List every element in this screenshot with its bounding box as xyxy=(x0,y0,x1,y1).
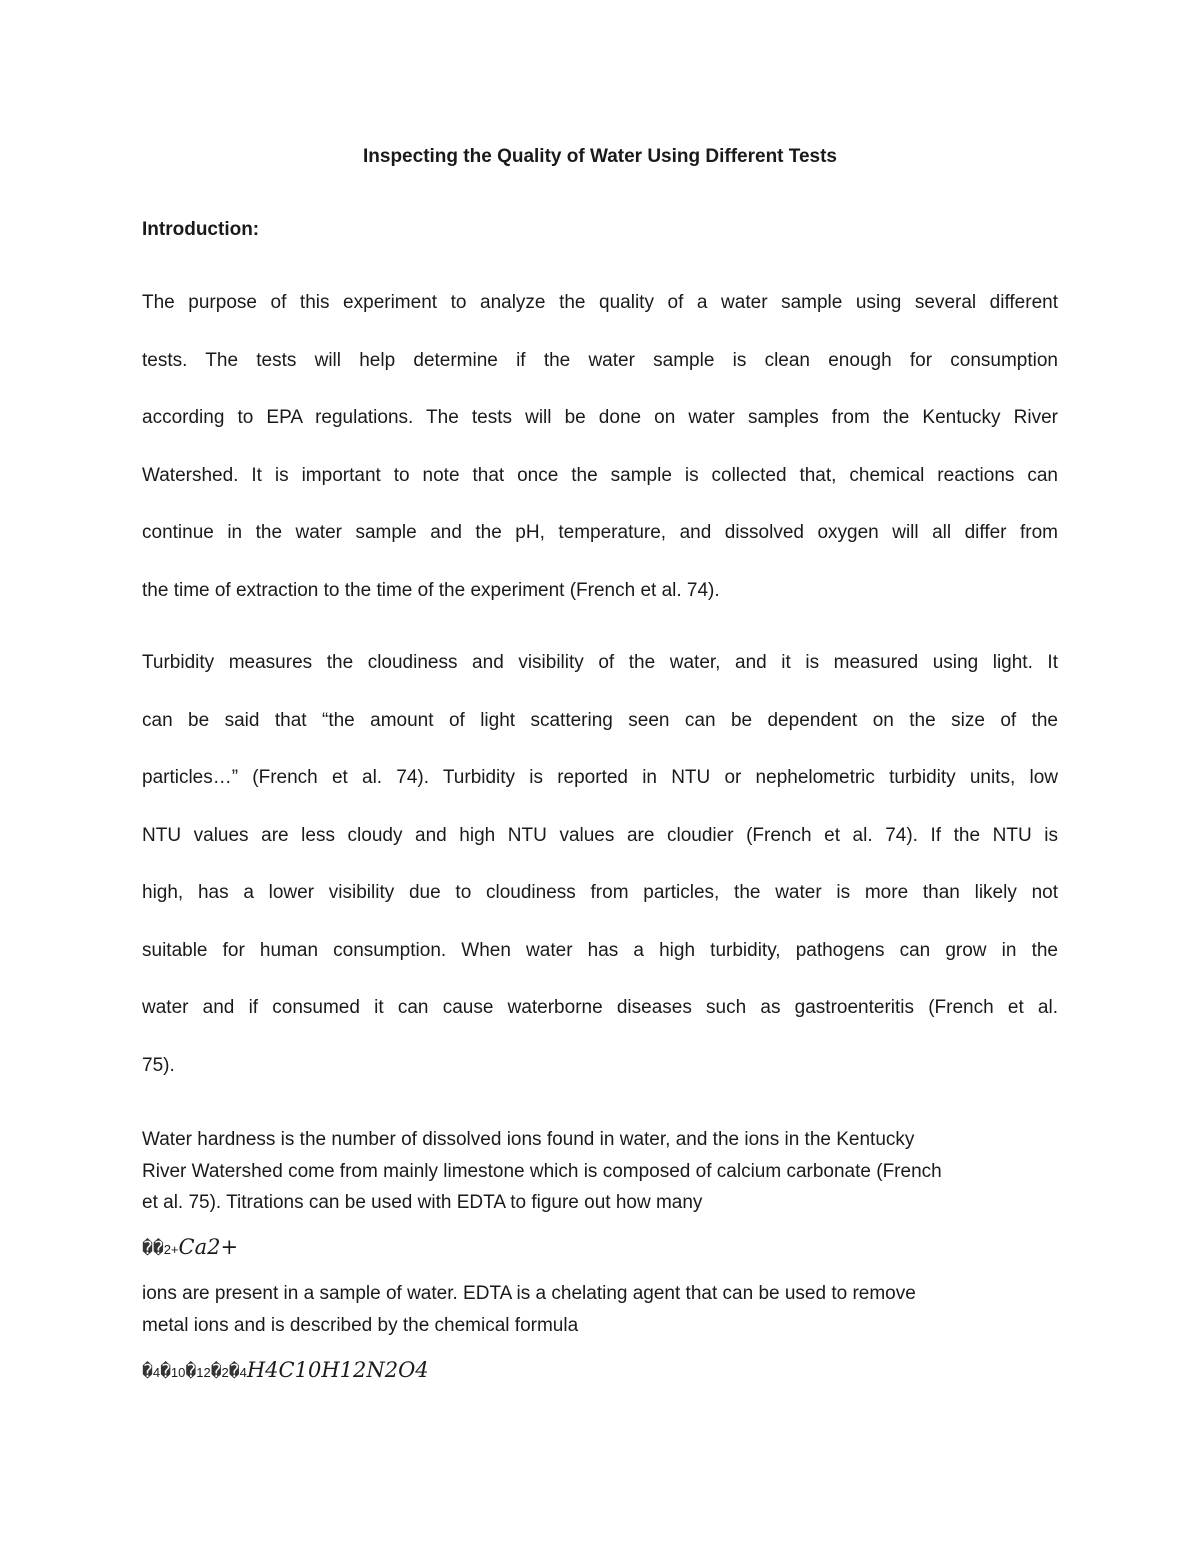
formula-edta xyxy=(142,1355,429,1388)
paragraph-line: The purpose of this experiment to analyze the quality of a water sample using several different xyxy=(142,292,1058,313)
formula-rendered: Ca2+ xyxy=(178,1235,239,1259)
paragraph-line: NTU values are less cloudy and high NTU values are cloudier (French et al. 74). If the NTU is xyxy=(142,824,1058,846)
paragraph-hardness xyxy=(142,1124,1058,1219)
paragraph-line: can be said that “the amount of light scattering seen can be dependent on the size of the xyxy=(142,709,1058,731)
section-heading: Introduction: xyxy=(142,219,260,240)
document-title: Inspecting the Quality of Water Using Different Tests xyxy=(363,146,837,167)
formula-placeholder-glyph: � xyxy=(228,1361,240,1382)
formula-superscript: 2+ xyxy=(163,1242,179,1257)
formula-subscript: 12 xyxy=(196,1365,211,1380)
paragraph-line: River Watershed come from mainly limestone which is composed of calcium carbonate (French xyxy=(142,1160,942,1182)
paragraph-line: Turbidity measures the cloudiness and visibility of the water, and it is measured using light. It xyxy=(142,652,1058,673)
formula-subscript: 10 xyxy=(170,1365,186,1380)
formula-placeholder-glyph: � xyxy=(160,1361,171,1382)
paragraph-edta xyxy=(142,1278,1058,1341)
paragraph-line: the time of extraction to the time of the experiment (French et al. 74). xyxy=(142,579,720,601)
paragraph-line: 75). xyxy=(142,1054,175,1076)
paragraph-line: ions are present in a sample of water. EDTA is a chelating agent that can be used to remove xyxy=(142,1283,916,1304)
formula-placeholder-glyphs: �� xyxy=(142,1238,164,1259)
paragraph-line: particles…” (French et al. 74). Turbidity is reported in NTU or nephelometric turbidity units, low xyxy=(142,767,1058,788)
paragraph-line: Watershed. It is important to note that once the sample is collected that, chemical reactions can xyxy=(142,464,1058,486)
formula-subscript: 4 xyxy=(152,1365,161,1380)
paragraph-line: et al. 75). Titrations can be used with EDTA to figure out how many xyxy=(142,1192,703,1213)
paragraph-line: Water hardness is the number of dissolved ions found in water, and the ions in the Kentucky xyxy=(142,1129,915,1150)
paragraph-line: suitable for human consumption. When water has a high turbidity, pathogens can grow in the xyxy=(142,939,1058,961)
paragraph-purpose xyxy=(142,274,1058,619)
paragraph-line: according to EPA regulations. The tests will be done on water samples from the Kentucky River xyxy=(142,407,1058,428)
paragraph-line: continue in the water sample and the pH, temperature, and dissolved oxygen will all differ from xyxy=(142,522,1058,543)
formula-subscript: 2 xyxy=(221,1365,229,1380)
paragraph-line: tests. The tests will help determine if the water sample is clean enough for consumption xyxy=(142,349,1058,371)
paragraph-line: water and if consumed it can cause waterborne diseases such as gastroenteritis (French et al. xyxy=(142,997,1058,1018)
paragraph-turbidity xyxy=(142,634,1058,1094)
formula-placeholder-glyph: � xyxy=(185,1361,197,1382)
paragraph-line: high, has a lower visibility due to cloudiness from particles, the water is more than likely not xyxy=(142,882,1058,903)
formula-calcium-ion xyxy=(142,1232,238,1265)
paragraph-line: metal ions and is described by the chemical formula xyxy=(142,1314,579,1336)
formula-placeholder-glyph: � xyxy=(210,1361,222,1382)
formula-placeholder-glyph: � xyxy=(142,1361,153,1382)
formula-subscript: 4 xyxy=(239,1365,247,1380)
formula-rendered: H4C10H12N2O4 xyxy=(246,1358,429,1382)
